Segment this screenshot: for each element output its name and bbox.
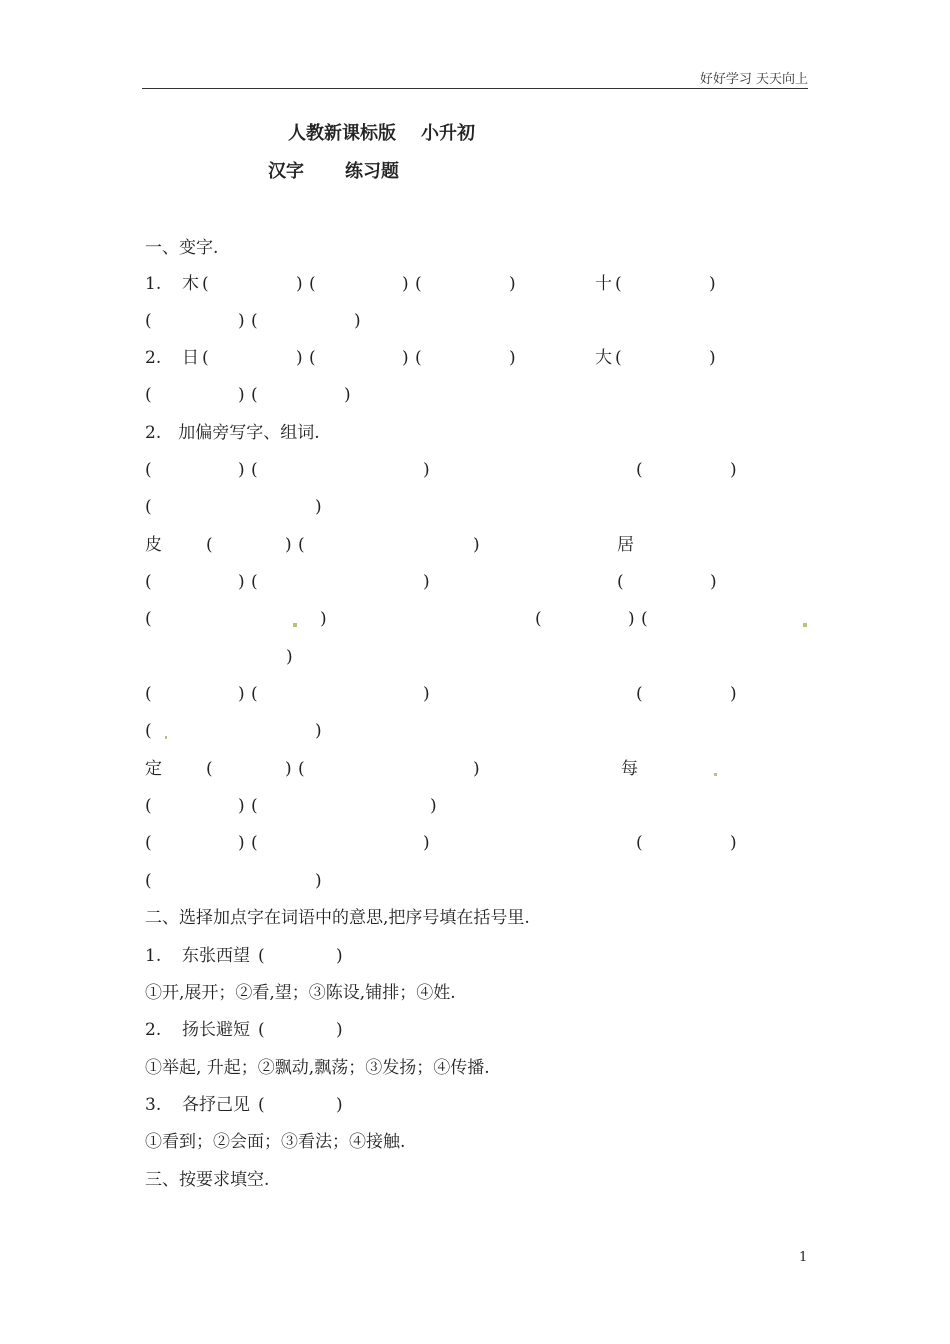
s2-q2-word: 扬长避短 — [182, 1020, 250, 1040]
paren-open: ( — [145, 721, 152, 741]
s1-char-ding: 定 — [145, 759, 162, 779]
s2-q1-options: ①开,展开；②看,望；③陈设,铺排；④姓. — [145, 983, 456, 1003]
paren-close: ) — [354, 311, 361, 331]
s1-q1-num: 1. — [145, 274, 162, 294]
paren-open: ( — [535, 609, 542, 629]
paren-open: ( — [641, 609, 648, 629]
paren-open: ( — [145, 385, 152, 405]
paren-close: ) — [730, 460, 737, 480]
page-number: 1 — [799, 1250, 808, 1265]
paren-close: ) — [423, 460, 430, 480]
section1-heading: 一、变字. — [145, 238, 219, 258]
header-slogan: 好好学习 天天向上 — [699, 72, 808, 87]
title-line2-a: 汉字 — [268, 161, 304, 182]
paren-close: ) — [509, 274, 516, 294]
scan-speck — [803, 623, 807, 627]
s1-q2-char-b: 大 — [595, 348, 612, 368]
paren-close: ) — [709, 274, 716, 294]
paren-close: ) — [473, 535, 480, 555]
paren-close: ) — [730, 833, 737, 853]
paren-close: ) — [296, 274, 303, 294]
s2-q1-num: 1. — [145, 946, 162, 966]
paren-open: ( — [309, 348, 316, 368]
paren-close: ) — [402, 274, 409, 294]
paren-open: ( — [145, 796, 152, 816]
s1-q2-char-a: 日 — [182, 348, 199, 368]
paren-open: ( — [251, 684, 258, 704]
paren-open: ( — [145, 311, 152, 331]
paren-close: ) — [710, 572, 717, 592]
paren-close: ) — [430, 796, 437, 816]
s2-q3-num: 3. — [145, 1095, 162, 1115]
s2-q1-word: 东张西望 — [182, 946, 250, 966]
paren-open: ( — [206, 759, 213, 779]
paren-open: ( — [251, 311, 258, 331]
paren-close: ) — [509, 348, 516, 368]
paren-close: ) — [285, 535, 292, 555]
scan-speck — [293, 623, 297, 627]
title-line2-b: 练习题 — [345, 161, 399, 182]
paren-close: ) — [285, 759, 292, 779]
paren-open: ( — [415, 274, 422, 294]
title-line1-b: 小升初 — [421, 123, 475, 144]
paren-open: ( — [615, 274, 622, 294]
paren-open: ( — [615, 348, 622, 368]
paren-open: ( — [309, 274, 316, 294]
s1-q1-char-b: 十 — [595, 274, 612, 294]
paren-open: ( — [251, 460, 258, 480]
paren-open: ( — [298, 759, 305, 779]
paren-close: ) — [423, 572, 430, 592]
paren-close: ) — [238, 684, 245, 704]
paren-close: ) — [315, 871, 322, 891]
paren-close: ) — [238, 572, 245, 592]
paren-close: ) — [336, 1095, 343, 1115]
header-rule — [142, 88, 808, 89]
paren-close: ) — [238, 796, 245, 816]
paren-open: ( — [251, 833, 258, 853]
paren-close: ) — [628, 609, 635, 629]
section3-heading: 三、按要求填空. — [145, 1170, 270, 1190]
paren-open: ( — [145, 833, 152, 853]
paren-open: ( — [636, 833, 643, 853]
paren-close: ) — [423, 684, 430, 704]
paren-close: ) — [423, 833, 430, 853]
paren-close: ) — [730, 684, 737, 704]
paren-open: ( — [636, 460, 643, 480]
paren-close: ) — [315, 497, 322, 517]
s1-char-mei: 每 — [621, 759, 638, 779]
paren-open: ( — [251, 796, 258, 816]
paren-close: ) — [315, 721, 322, 741]
paren-close: ) — [238, 460, 245, 480]
paren-open: ( — [617, 572, 624, 592]
paren-open: ( — [145, 497, 152, 517]
paren-open: ( — [145, 684, 152, 704]
paren-open: ( — [258, 1020, 265, 1040]
paren-open: ( — [145, 871, 152, 891]
title-line1-a: 人教新课标版 — [288, 123, 396, 144]
s1-char-ju: 居 — [617, 535, 634, 555]
paren-close: ) — [473, 759, 480, 779]
section2-heading: 二、选择加点字在词语中的意思,把序号填在括号里. — [145, 908, 530, 928]
paren-close: ) — [238, 385, 245, 405]
paren-close: ) — [238, 311, 245, 331]
paren-close: ) — [709, 348, 716, 368]
paren-open: ( — [415, 348, 422, 368]
s1-q2-num: 2. — [145, 348, 162, 368]
s1-q1-char-a: 木 — [182, 274, 199, 294]
paren-open: ( — [258, 1095, 265, 1115]
paren-open: ( — [145, 572, 152, 592]
s1-q3-label: 2. 加偏旁写字、组词. — [145, 423, 320, 443]
paren-open: ( — [636, 684, 643, 704]
scan-speck — [714, 773, 717, 776]
s2-q3-word: 各抒己见 — [182, 1095, 250, 1115]
paren-close: ) — [296, 348, 303, 368]
paren-open: ( — [258, 946, 265, 966]
paren-open: ( — [145, 609, 152, 629]
s2-q3-options: ①看到；②会面；③看法；④接触. — [145, 1132, 406, 1152]
paren-close: ) — [402, 348, 409, 368]
paren-open: ( — [202, 274, 209, 294]
s1-char-pi: 皮 — [145, 535, 162, 555]
paren-close: ) — [336, 1020, 343, 1040]
paren-open: ( — [202, 348, 209, 368]
paren-close: ) — [286, 647, 293, 667]
paren-open: ( — [145, 460, 152, 480]
paren-open: ( — [206, 535, 213, 555]
paren-open: ( — [251, 572, 258, 592]
paren-close: ) — [336, 946, 343, 966]
s2-q2-num: 2. — [145, 1020, 162, 1040]
paren-open: ( — [251, 385, 258, 405]
paren-close: ) — [320, 609, 327, 629]
s2-q2-options: ①举起, 升起；②飘动,飘荡；③发扬；④传播. — [145, 1058, 490, 1078]
paren-close: ) — [238, 833, 245, 853]
paren-close: ) — [344, 385, 351, 405]
scan-speck — [165, 736, 167, 739]
paren-open: ( — [298, 535, 305, 555]
